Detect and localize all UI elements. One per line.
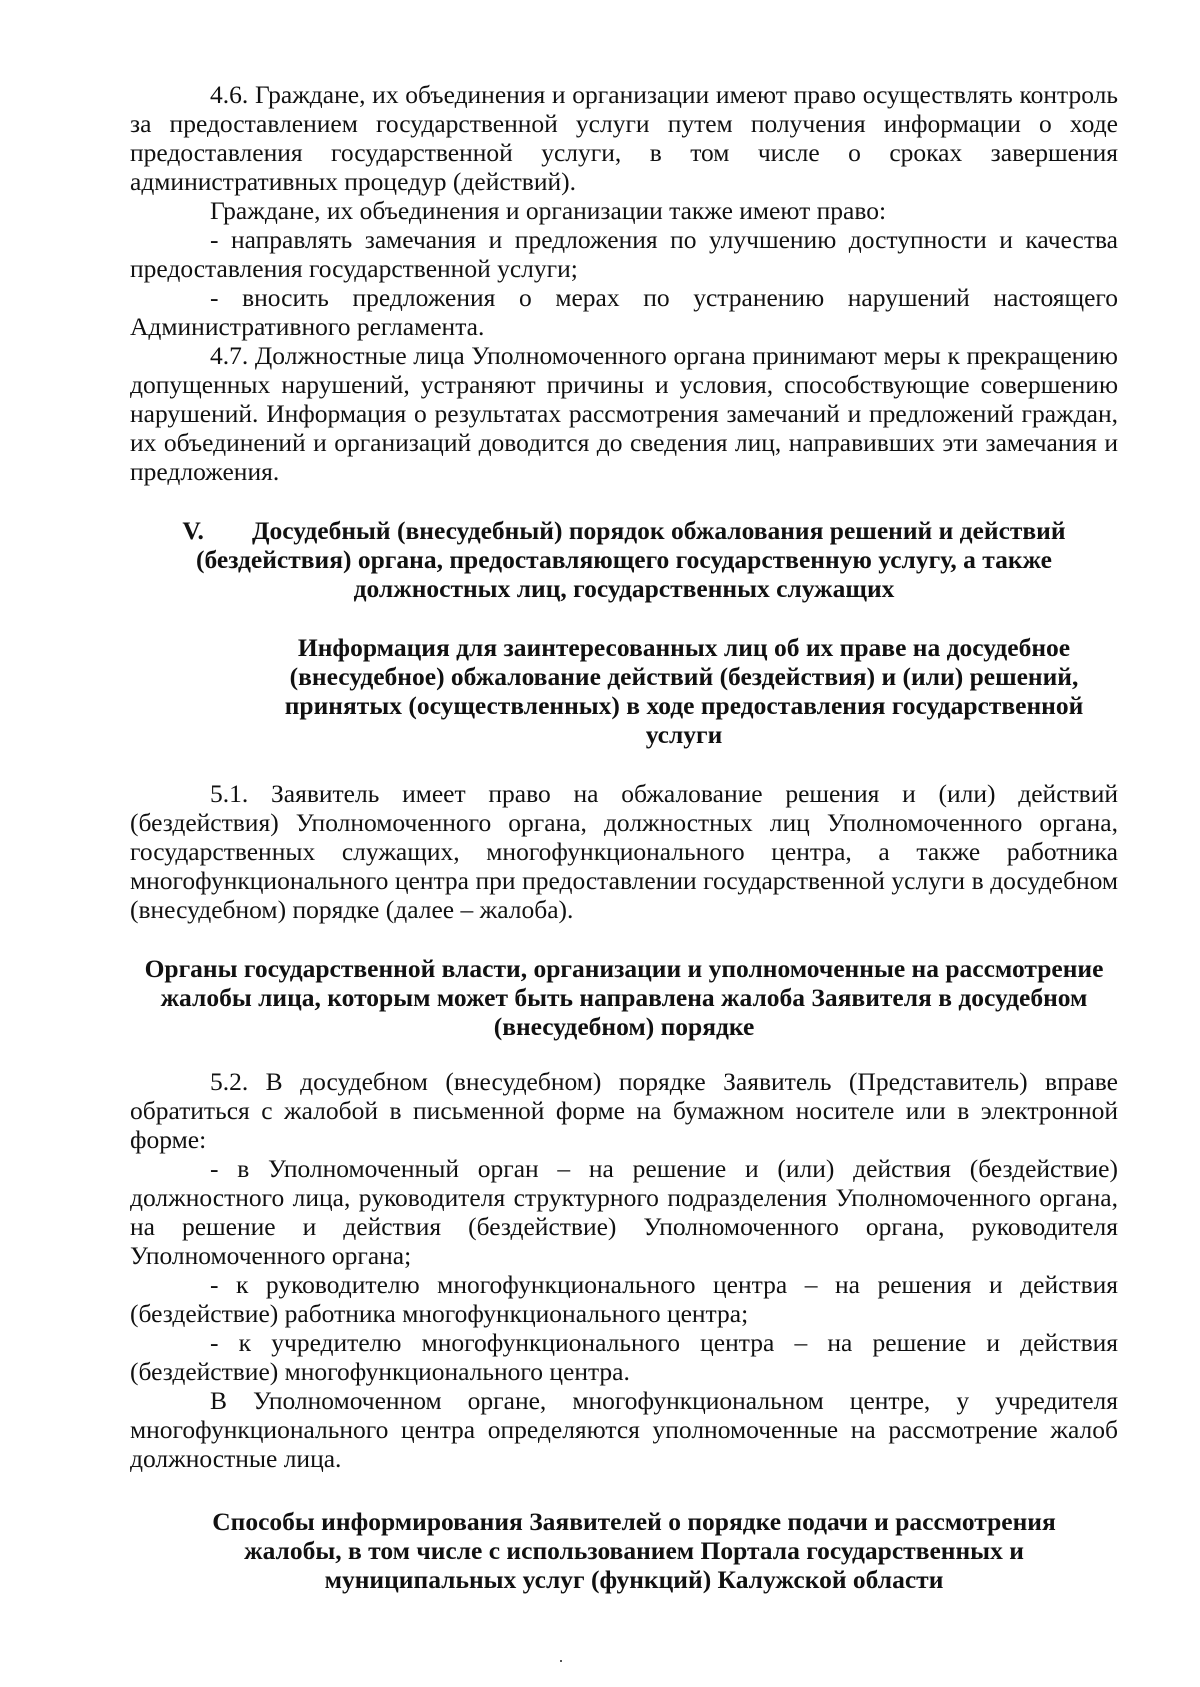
paragraph-4-6: 4.6. Граждане, их объединения и организации имеют право осуществлять контроль за предоставлением государственной услуги путем получения информации о ходе предоставления государственной услуги, в том числе о сроках завершения административных процедур (действий). — [130, 80, 1118, 196]
paragraph-5-1: 5.1. Заявитель имеет право на обжалование решения и (или) действий (бездействия) Уполномоченного органа, должностных лиц Уполномоченного органа, государственных служащих, многофункционального центра, а также работника многофункционального центра при предоставлении государственной услуги в досудебном (внесудебном) порядке (далее – жалоба). — [130, 779, 1118, 924]
paragraph-rights-intro: Граждане, их объединения и организации также имеют право: — [210, 196, 887, 225]
paragraph-4-7: 4.7. Должностные лица Уполномоченного органа принимают меры к прекращению допущенных нарушений, устраняют причины и условия, способствующие совершению нарушений. Информация о результатах рассмотрения замечаний и предложений граждан, их объединений и организаций доводится до сведения лиц, направивших эти замечания и предложения. — [130, 341, 1118, 486]
document-page — [130, 80, 1118, 1594]
paragraph-right-1: - направлять замечания и предложения по улучшению доступности и качества предоставления государственной услуги; — [130, 225, 1118, 283]
heading-organs: Органы государственной власти, организации и уполномоченные на рассмотрение жалобы лица, которым может быть направлена жалоба Заявителя в досудебном (внесудебном) порядке — [144, 954, 1104, 1041]
heading-info: Информация для заинтересованных лиц об их праве на досудебное (внесудебное) обжалование действий (бездействия) и (или) решений, принятых (осуществленных) в ходе предоставления государственной услуги — [284, 633, 1084, 749]
scan-speck — [560, 1660, 562, 1662]
section-v-heading — [130, 516, 1118, 603]
paragraph-5-2-d: В Уполномоченном органе, многофункциональном центре, у учредителя многофункционального центра определяются уполномоченные на рассмотрение жалоб должностные лица. — [130, 1386, 1118, 1473]
paragraph-5-2: 5.2. В досудебном (внесудебном) порядке Заявитель (Представитель) вправе обратиться с жалобой в письменной форме на бумажном носителе или в электронной форме: — [130, 1067, 1118, 1154]
paragraph-5-2-a: - в Уполномоченный орган – на решение и (или) действия (бездействие) должностного лица, руководителя структурного подразделения Уполномоченного органа, на решение и действия (бездействие) Уполномоченного органа, руководителя Уполномоченного органа; — [130, 1154, 1118, 1270]
paragraph-5-2-c: - к учредителю многофункционального центра – на решение и действия (бездействие) многофункционального центра. — [130, 1328, 1118, 1386]
section-v-number: V. — [182, 516, 204, 545]
section-v-title: Досудебный (внесудебный) порядок обжалования решений и действий (бездействия) органа, предоставляющего государственную услугу, а также должностных лиц, государственных служащих — [195, 516, 1066, 603]
paragraph-right-2: - вносить предложения о мерах по устранению нарушений настоящего Административного регламента. — [130, 283, 1118, 341]
heading-methods: Способы информирования Заявителей о порядке подачи и рассмотрения жалобы, в том числе с использованием Портала государственных и муниципальных услуг (функций) Калужской области — [212, 1507, 1056, 1594]
paragraph-5-2-b: - к руководителю многофункционального центра – на решения и действия (бездействие) работника многофункционального центра; — [130, 1270, 1118, 1328]
